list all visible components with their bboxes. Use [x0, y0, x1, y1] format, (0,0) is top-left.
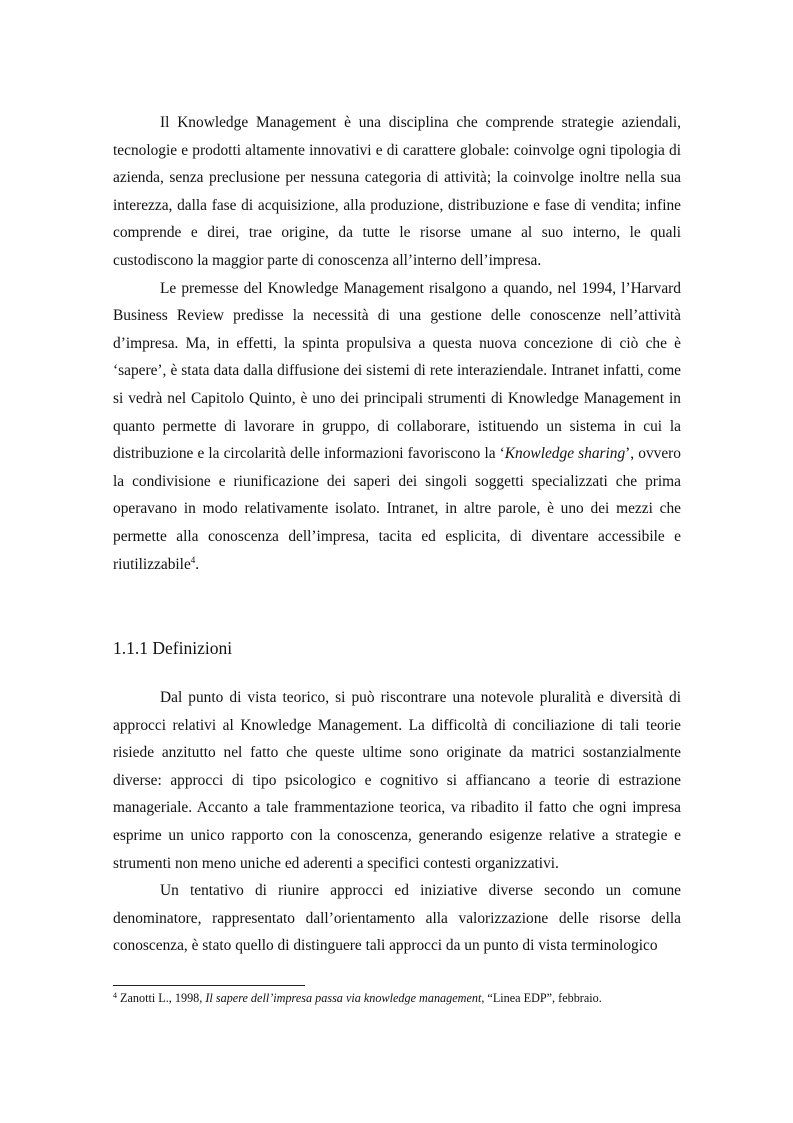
footnote-title: Il sapere dell’impresa passa via knowledge management — [205, 991, 482, 1005]
footnote — [113, 991, 693, 1006]
section-text — [113, 684, 681, 960]
paragraph-2-text-b: ’, ovvero la condivisione e riunificazione dei saperi dei singoli soggetti specializzati che prima operavano in modo relativamente isolato. Intranet, in altre parole, è uno dei mezzi che permette alla conoscenza dell’impresa, tacita ed esplicita, di diventare accessibile e riutilizzabile — [113, 445, 681, 573]
main-text — [113, 109, 681, 578]
paragraph-2-text-a: Le premesse del Knowledge Management risalgono a quando, nel 1994, l’Harvard Business Review predisse la necessità di una gestione delle conoscenze nell’attività d’impresa. Ma, in effetti, la spinta propulsiva a questa nuova concezione di ciò che è ‘sapere’, è stata data dalla diffusione dei sistemi di rete interaziendale. Intranet infatti, come si vedrà nel Capitolo Quinto, è uno dei principali strumenti di Knowledge Management in quanto permette di lavorare in gruppo, di collaborare, istituendo un sistema in cui la distribuzione e la circolarità delle informazioni favoriscono la ‘ — [113, 279, 681, 463]
footnote-author: Zanotti L., 1998, — [117, 991, 206, 1005]
paragraph-4: Un tentativo di riunire approcci ed iniziative diverse secondo un comune denominatore, rappresentato dall’orientamento alla valorizzazione delle risorse della conoscenza, è stato quello di distinguere tali approcci da un punto di vista terminologico — [113, 882, 681, 955]
paragraph-2-emphasis: Knowledge sharing — [504, 445, 626, 463]
section-heading: 1.1.1 Definizioni — [113, 638, 233, 658]
footnote-source: , “Linea EDP”, febbraio. — [481, 991, 602, 1005]
footnote-number: 4 — [113, 991, 117, 1000]
footnote-divider — [113, 985, 305, 986]
footnote-reference[interactable]: 4 — [190, 554, 196, 565]
paragraph-1: Il Knowledge Management è una disciplina che comprende strategie aziendali, tecnologie e prodotti altamente innovativi e di carattere globale: coinvolge ogni tipologia di azienda, senza preclusione per nessuna categoria di attività; la coinvolge inoltre nella sua interezza, dalla fase di acquisizione, alla produzione, distribuzione e fase di vendita; infine comprende e direi, trae origine, da tutte le risorse umane al suo interno, le quali custodiscono la maggior parte di conoscenza all’interno dell’impresa. — [113, 114, 681, 269]
paragraph-2-text-c: . — [195, 555, 200, 573]
paragraph-2 — [113, 275, 681, 579]
paragraph-3: Dal punto di vista teorico, si può riscontrare una notevole pluralità e diversità di approcci relativi al Knowledge Management. La difficoltà di conciliazione di tali teorie risiede anzitutto nel fatto che queste ultime sono originate da matrici sostanzialmente diverse: approcci di tipo psicologico e cognitivo si affiancano a teorie di estrazione manageriale. Accanto a tale frammentazione teorica, va ribadito il fatto che ogni impresa esprime un unico rapporto con la conoscenza, generando esigenze relative a strategie e strumenti non meno uniche ed aderenti a specifici contesti organizzativi. — [113, 689, 681, 872]
